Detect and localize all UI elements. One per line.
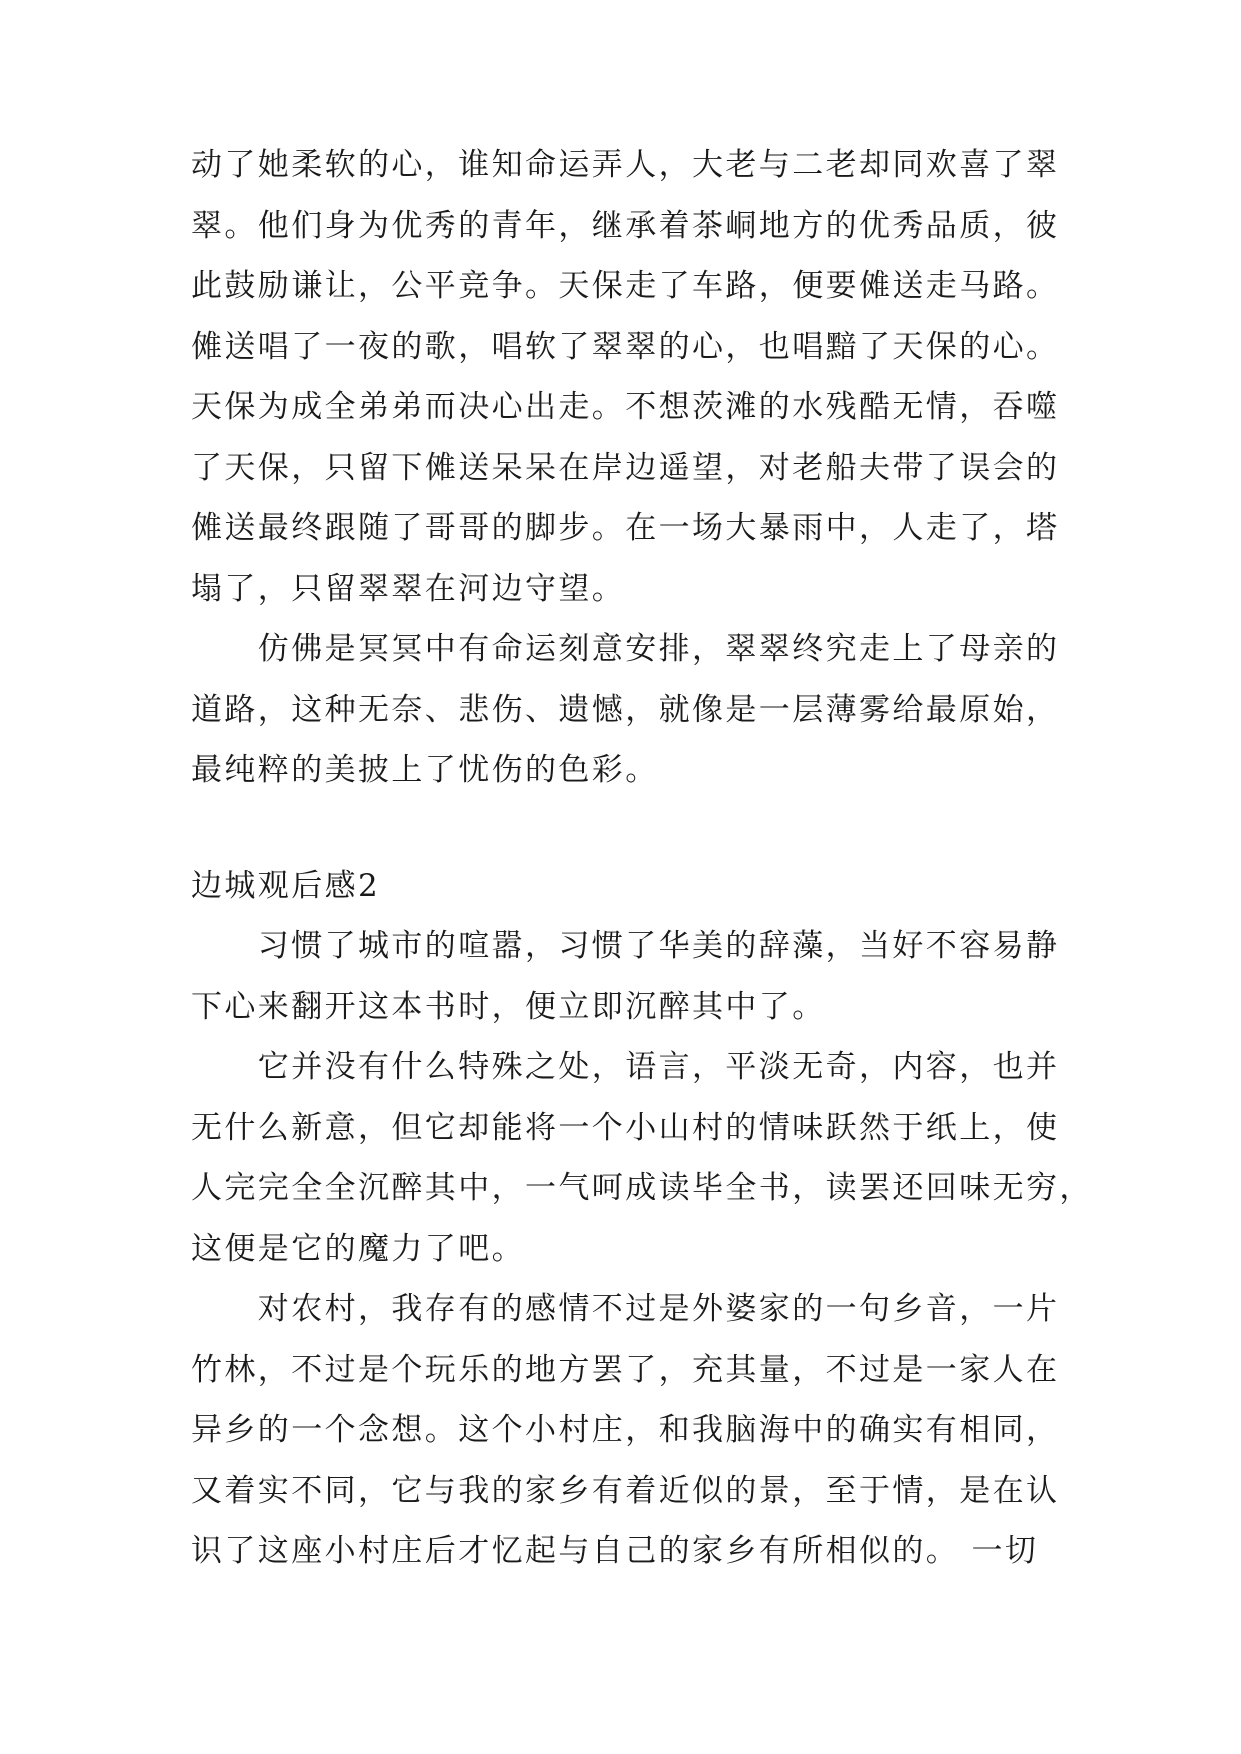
text-line: 习惯了城市的喧嚣，习惯了华美的辞藻，当好不容易静 (191, 928, 1060, 964)
text-line: 道路，这种无奈、悲伤、遗憾，就像是一层薄雾给最原始， (191, 692, 1060, 728)
text-line: 对农村，我存有的感情不过是外婆家的一句乡音，一片 (191, 1291, 1060, 1327)
text-line: 此鼓励谦让，公平竞争。天保走了车路，便要傩送走马路。 (191, 268, 1060, 304)
text-line: 动了她柔软的心，谁知命运弄人，大老与二老却同欢喜了翠 (191, 147, 1060, 183)
text-line: 它并没有什么特殊之处，语言，平淡无奇，内容，也并 (191, 1049, 1060, 1085)
text-line: 最纯粹的美披上了忧伤的色彩。 (191, 752, 659, 788)
text-line: 塌了，只留翠翠在河边守望。 (191, 571, 626, 607)
section-heading: 边城观后感2 (191, 868, 381, 904)
text-line: 傩送唱了一夜的歌，唱软了翠翠的心，也唱黯了天保的心。 (191, 329, 1060, 365)
text-line: 了天保，只留下傩送呆呆在岸边遥望，对老船夫带了误会的 (191, 450, 1060, 486)
text-line: 识了这座小村庄后才忆起与自己的家乡有所相似的。 一切 (191, 1533, 1039, 1569)
text-line: 傩送最终跟随了哥哥的脚步。在一场大暴雨中，人走了，塔 (191, 510, 1060, 546)
text-line: 又着实不同，它与我的家乡有着近似的景，至于情，是在认 (191, 1473, 1060, 1509)
text-line: 这便是它的魔力了吧。 (191, 1231, 525, 1267)
text-line: 仿佛是冥冥中有命运刻意安排，翠翠终究走上了母亲的 (191, 631, 1060, 667)
text-line: 人完完全全沉醉其中，一气呵成读毕全书，读罢还回味无穷， (191, 1170, 1093, 1206)
text-line: 下心来翻开这本书时，便立即沉醉其中了。 (191, 989, 826, 1025)
text-line: 天保为成全弟弟而决心出走。不想茨滩的水残酷无情，吞噬 (191, 389, 1060, 425)
text-line: 异乡的一个念想。这个小村庄，和我脑海中的确实有相同， (191, 1412, 1060, 1448)
text-line: 无什么新意，但它却能将一个小山村的情味跃然于纸上，使 (191, 1110, 1060, 1146)
text-line: 竹林，不过是个玩乐的地方罢了，充其量，不过是一家人在 (191, 1352, 1060, 1388)
text-line: 翠。他们身为优秀的青年，继承着茶峒地方的优秀品质，彼 (191, 208, 1060, 244)
